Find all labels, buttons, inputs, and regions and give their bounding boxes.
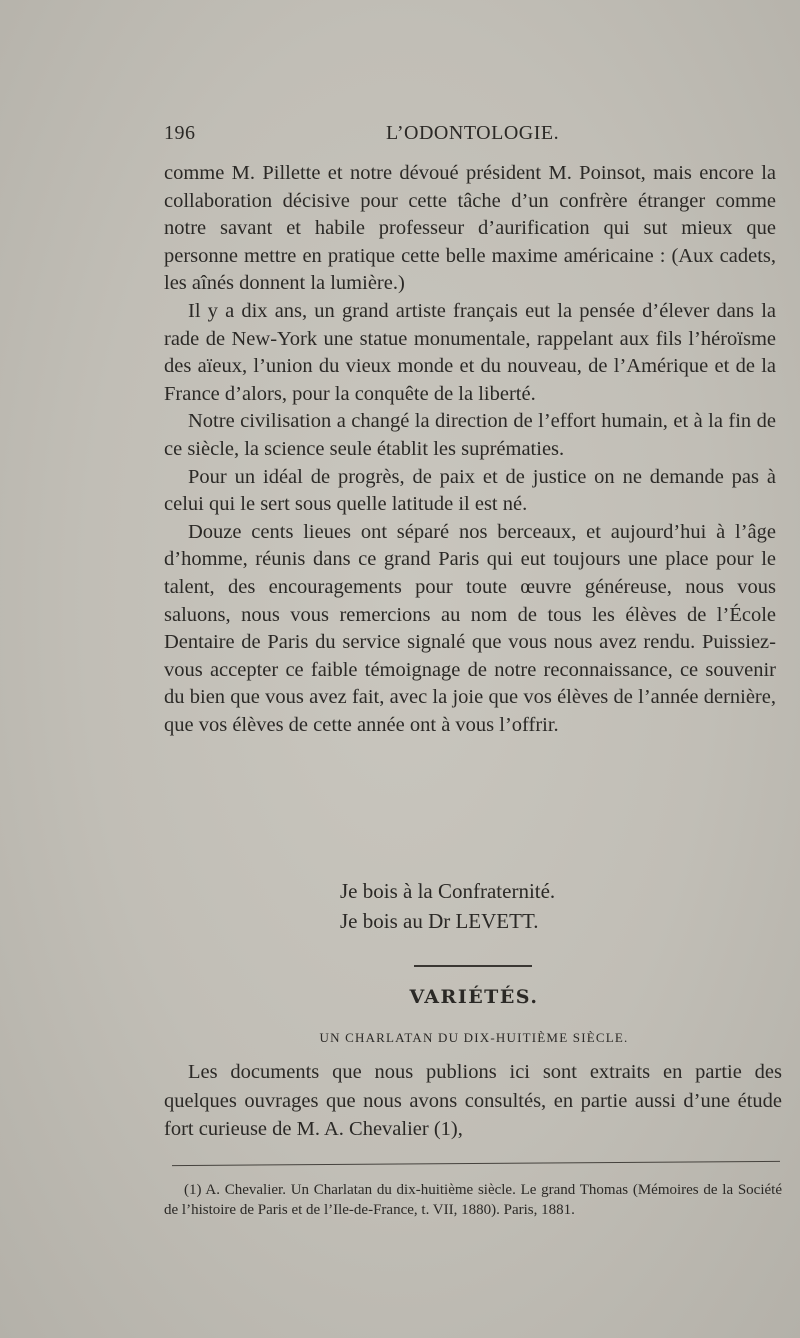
paragraph-continuation: comme M. Pillette et notre dévoué président M. Poinsot, mais encore la collaboration décisive pour cette tâche d’un confrère étranger comme notre savant et habile professeur d’aurification qui sut mieux que personne mettre en pratique cette belle maxime américaine : (Aux cadets, les aînés donnent la lumière.) [164, 162, 776, 295]
section-subtitle: UN CHARLATAN DU DIX-HUITIÈME SIÈCLE. [319, 1030, 629, 1045]
section-divider [414, 965, 532, 967]
footnote-rule [172, 1161, 780, 1166]
paragraph-statue: Il y a dix ans, un grand artiste français eut la pensée d’élever dans la rade de New-York une statue monumentale, rappelant aux fils l’héroïsme des aïeux, l’union du vieux monde et du nouveau, de l’Amérique et de la France d’alors, pour la conquête de la liberté. [164, 299, 776, 405]
paragraph-civilisation: Notre civilisation a changé la direction de l’effort humain, et à la fin de ce siècle, la science seule établit les suprématies. [164, 410, 776, 460]
section-title: VARIÉTÉS. [409, 986, 539, 1008]
paragraph-ideal: Pour un idéal de progrès, de paix et de justice on ne demande pas à celui qui le sert sous quelle latitude il est né. [164, 465, 776, 516]
footnote-text: (1) A. Chevalier. Un Charlatan du dix-huitième siècle. Le grand Thomas (Mémoires de la Société de l’histoire de Paris et de l’Ile-de-France, t. VII, 1880). Paris, 1881. [164, 1182, 782, 1218]
running-title: L’ODONTOLOGIE. [386, 122, 560, 144]
toast-confraternite: Je bois à la Confraternité. [340, 879, 556, 903]
footnote [164, 1180, 782, 1220]
page-number: 196 [164, 122, 196, 144]
page-header [164, 122, 784, 150]
section-paragraph: Les documents que nous publions ici sont extraits en partie des quelques ouvrages que nous avons consultés, en partie aussi d’une étude fort curieuse de M. A. Chevalier (1), [164, 1061, 782, 1140]
toasts [340, 876, 555, 936]
section-text [164, 1058, 782, 1144]
main-text [164, 160, 776, 739]
toast-levett: Je bois au Dr LEVETT. [340, 909, 539, 933]
paragraph-thanks: Douze cents lieues ont séparé nos berceaux, et aujourd’hui à l’âge d’homme, réunis dans ce grand Paris qui eut toujours une place pour le talent, des encouragements pour toute œuvre généreuse, nous vous saluons, nous vous remercions au nom de tous les élèves de l’École Dentaire de Paris du service signalé que vous nous avez rendu. Puissiez-vous accepter ce faible témoignage de notre reconnaissance, ce souvenir du bien que vous avez fait, avec la joie que vos élèves de l’année dernière, que vos élèves de cette année ont à vous l’offrir. [164, 520, 776, 736]
